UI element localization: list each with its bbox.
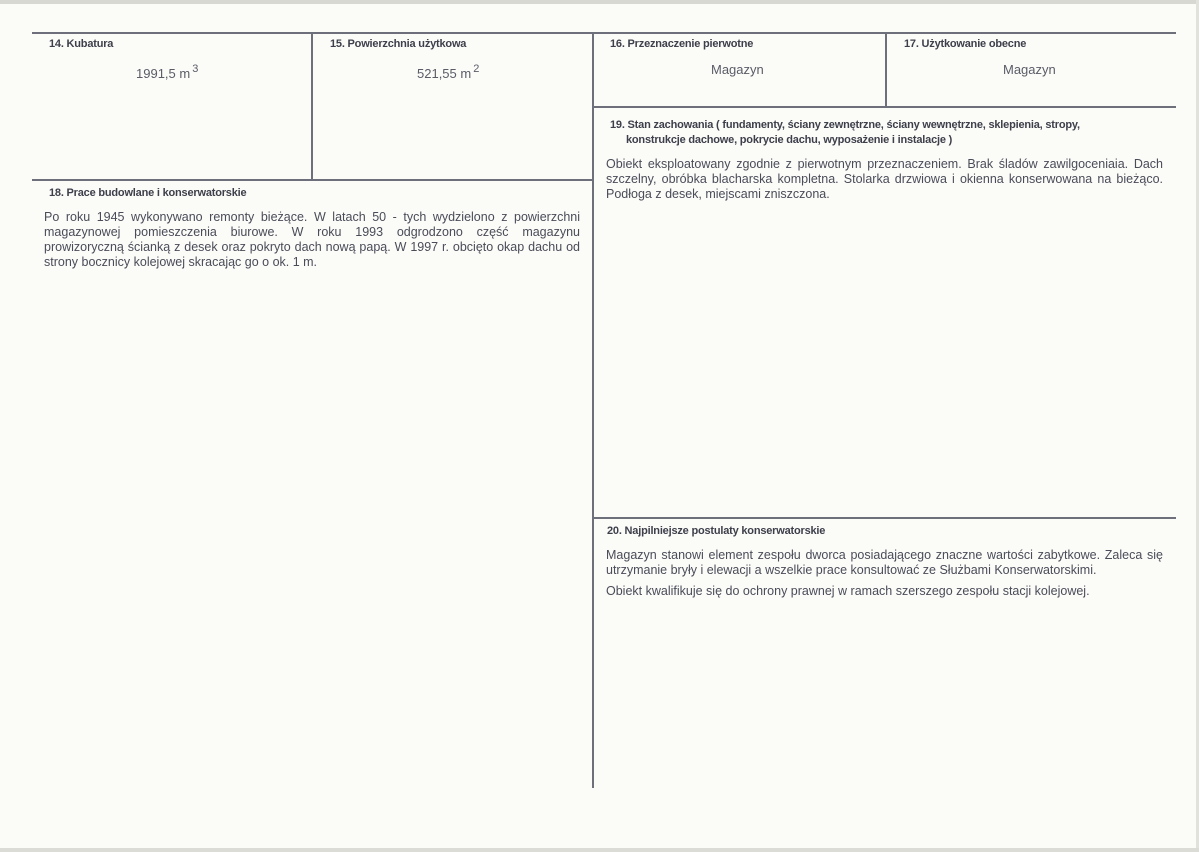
field-16-value: Magazyn	[711, 62, 764, 77]
page-edge-bottom	[0, 848, 1199, 852]
field-19-label-line2: konstrukcje dachowe, pokrycie dachu, wyposażenie i instalacje )	[626, 134, 953, 146]
field-20-text-block	[606, 548, 1163, 605]
field-16-label: 16. Przeznaczenie pierwotne	[610, 38, 754, 50]
line-above-18	[32, 179, 593, 181]
field-18-text: Po roku 1945 wykonywano remonty bieżące. W latach 50 - tych wydzielono z powierzchni magazynowej pomieszczenia biurowe. W roku 1993 odgrodzono część magazynu prowizoryczną ścianką z desek oraz pokryto dach nową papą. W 1997 r. obcięto okap dachu od strony bocznicy kolejowej skracając go o ok. 1 m.	[44, 210, 580, 269]
field-14-label: 14. Kubatura	[49, 38, 114, 50]
field-17-value: Magazyn	[1003, 62, 1056, 77]
field-19-text: Obiekt eksploatowany zgodnie z pierwotnym przeznaczeniem. Brak śladów zawilgoceniaia. Dach szczelny, obróbka blacharska kompletna. Stolarka drzwiowa i okienna konserwowana na bieżąco. Podłoga z desek, miejscami zniszczona.	[606, 157, 1163, 201]
divider-16-17	[885, 32, 887, 107]
center-divider	[592, 32, 594, 788]
top-border-line	[32, 32, 1176, 34]
field-20-paragraph-2: Obiekt kwalifikuje się do ochrony prawnej w ramach szerszego zespołu stacji kolejowej.	[606, 584, 1090, 598]
field-17-label: 17. Użytkowanie obecne	[904, 38, 1027, 50]
line-under-16-17	[592, 106, 1176, 108]
field-14-value	[136, 63, 198, 81]
field-20-label: 20. Najpilniejsze postulaty konserwatorskie	[607, 525, 826, 537]
field-15-value-text: 521,55 m	[417, 66, 472, 81]
field-14-value-text: 1991,5 m	[136, 66, 191, 81]
field-14-unit-exponent: 3	[192, 63, 199, 75]
field-18-label: 18. Prace budowlane i konserwatorskie	[49, 187, 247, 199]
field-15-value	[417, 63, 479, 81]
field-15-label: 15. Powierzchnia użytkowa	[330, 38, 467, 50]
line-above-20	[592, 517, 1176, 519]
field-20-paragraph-1: Magazyn stanowi element zespołu dworca posiadającego znaczne wartości zabytkowe. Zaleca się utrzymanie bryły i elewacji a wszelkie prace konsultować ze Służbami Konserwatorskimi.	[606, 548, 1163, 577]
divider-14-15	[311, 32, 313, 180]
page-edge-top	[0, 0, 1199, 4]
field-15-unit-exponent: 2	[473, 63, 480, 75]
field-19-label-line1: 19. Stan zachowania ( fundamenty, ściany zewnętrzne, ściany wewnętrzne, sklepienia, stropy,	[610, 119, 1080, 131]
